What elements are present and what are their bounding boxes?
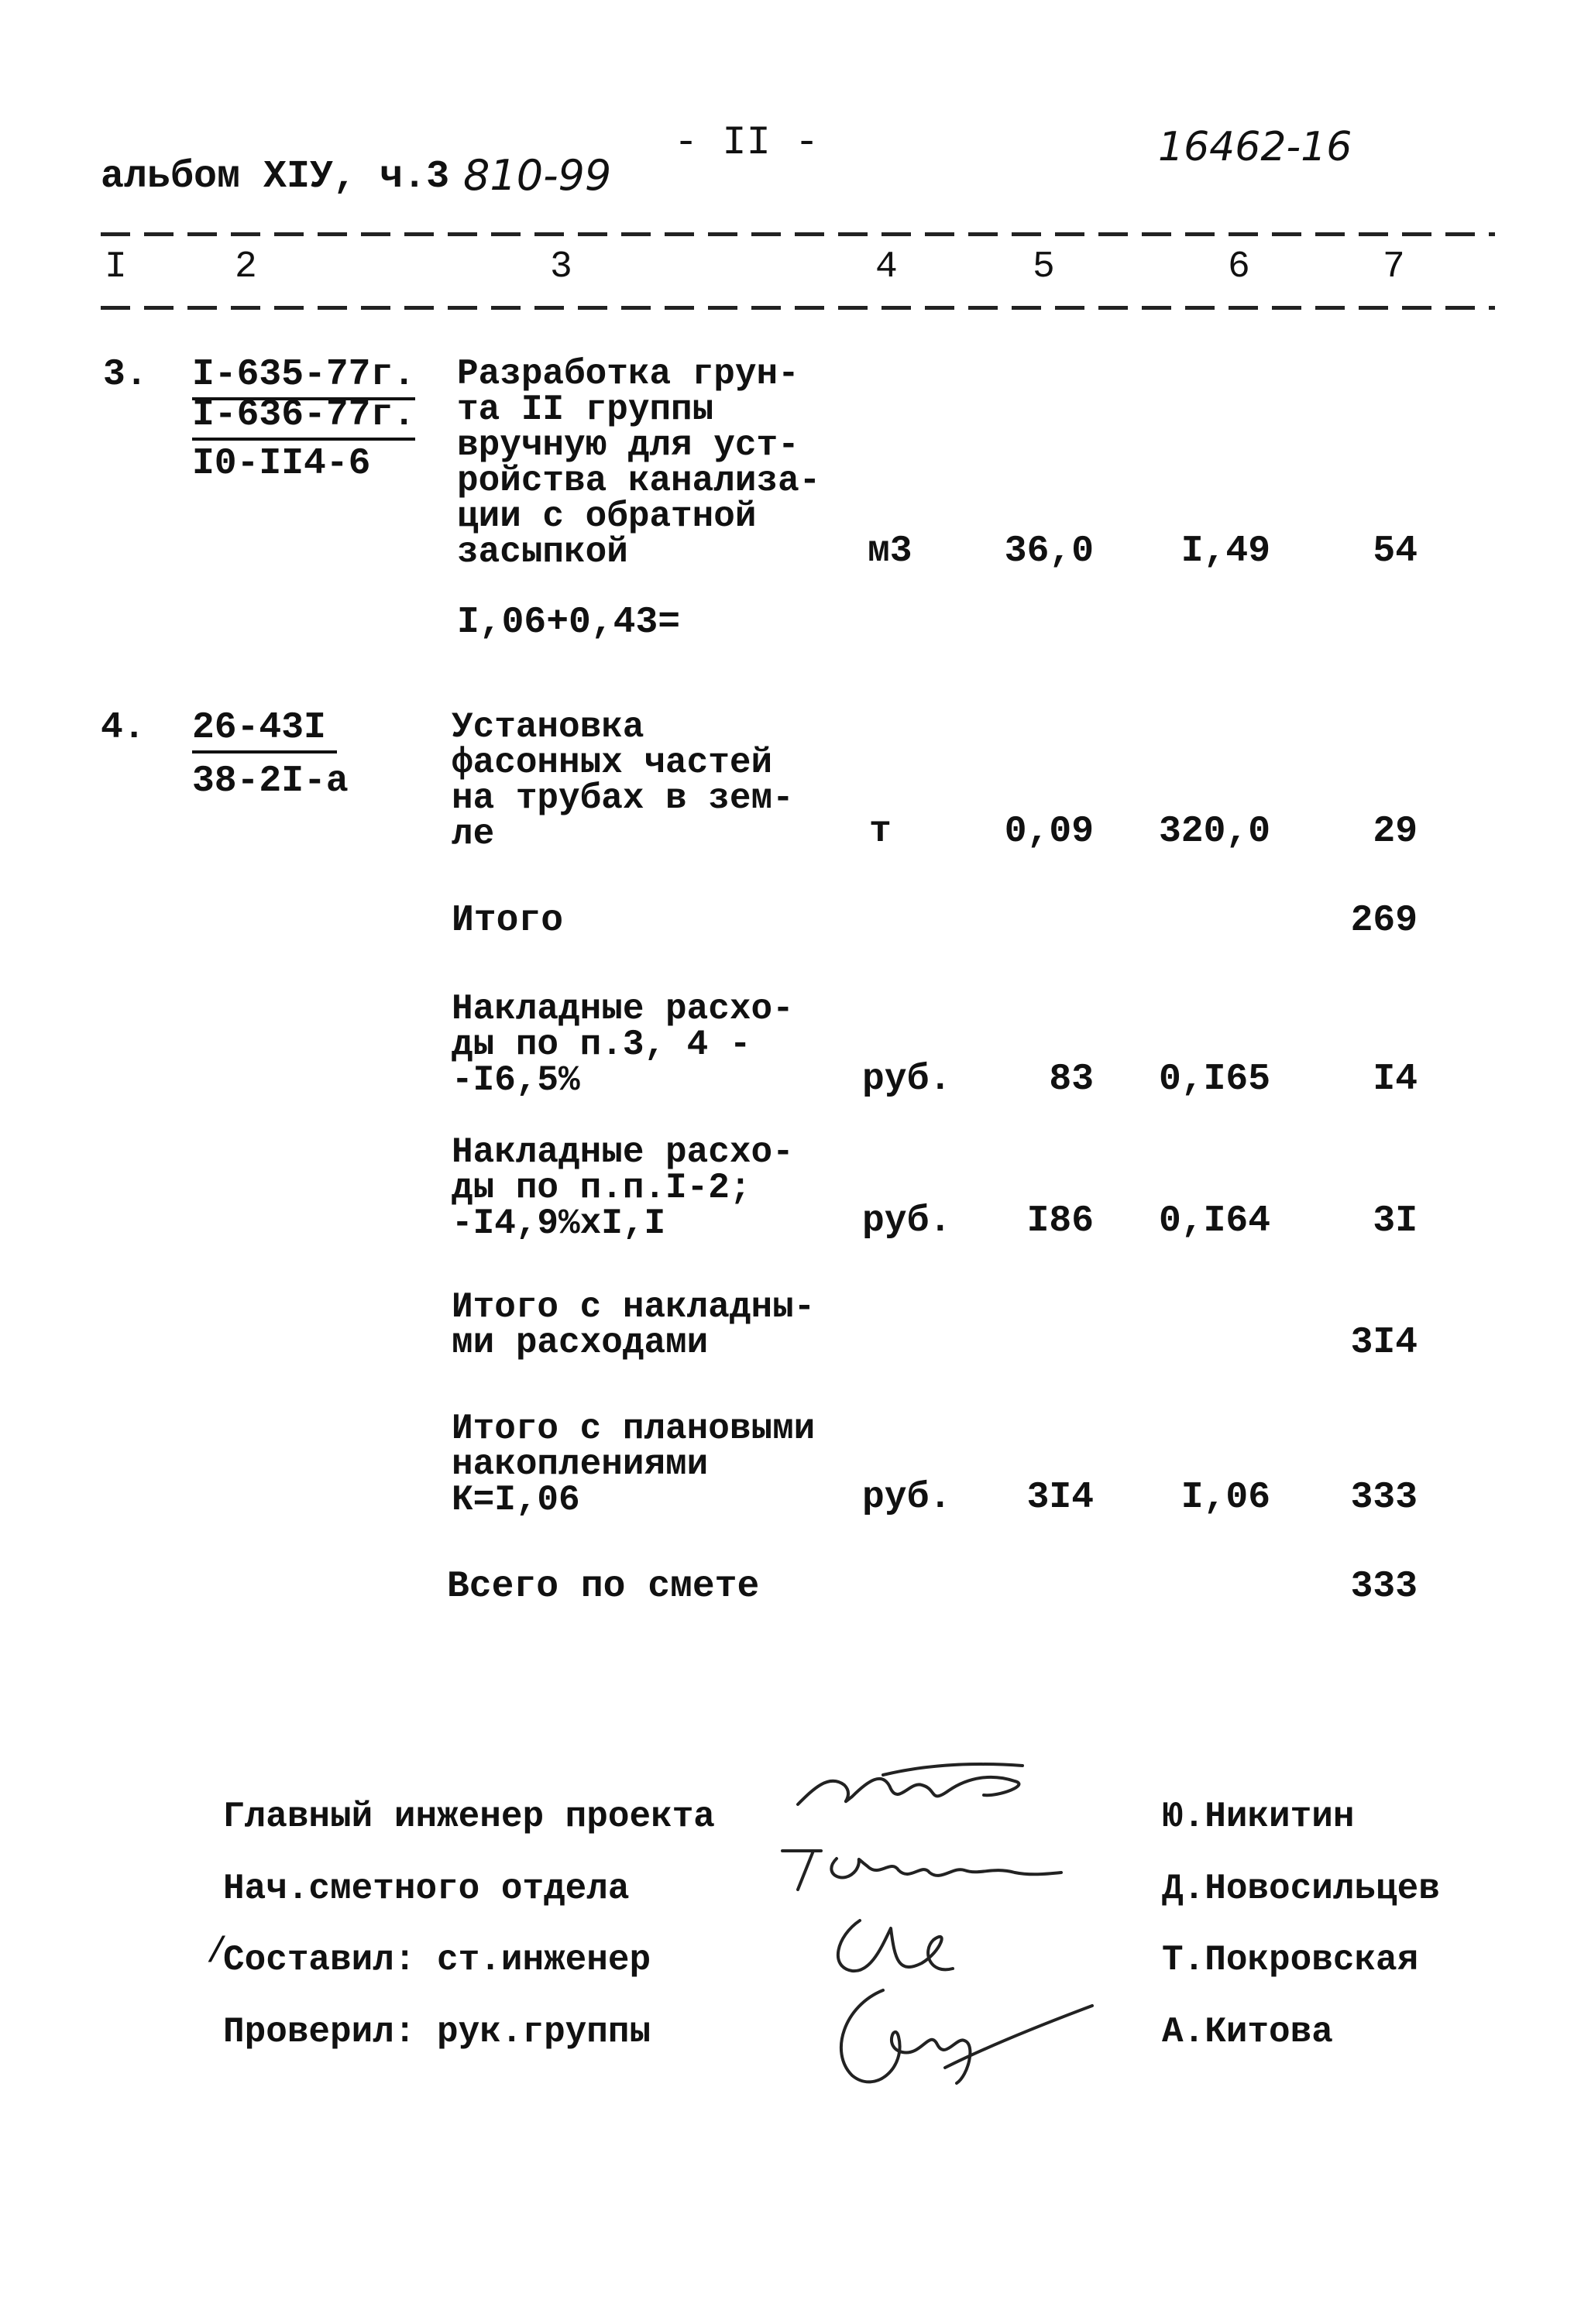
row-3-total: 54	[1373, 530, 1418, 572]
signature-name-compiler: Т.Покровская	[1162, 1940, 1419, 1980]
overhead-1-qty: 83	[1049, 1059, 1094, 1100]
signature-name-checker: А.Китова	[1162, 2012, 1333, 2052]
grand-total-value: 333	[1350, 1566, 1418, 1608]
signature-stroke-2	[782, 1851, 1061, 1890]
row-4-code-2: 38-2I-a	[192, 760, 349, 802]
column-header-5: 5	[1033, 246, 1055, 288]
column-header-4: 4	[875, 246, 898, 288]
overhead-2-total: 3I	[1373, 1200, 1418, 1242]
signature-stroke-1	[798, 1764, 1022, 1804]
column-header-7: 7	[1383, 246, 1405, 288]
signature-name-chief-engineer: Ю.Никитин	[1162, 1797, 1355, 1837]
row-3-code-1: I-635-77г.	[192, 356, 415, 393]
album-code: 810-99	[463, 151, 612, 200]
total-with-accumulation-unit: руб.	[862, 1477, 952, 1519]
margin-tick: /	[206, 1932, 228, 1972]
page-number: - II -	[674, 120, 820, 166]
row-4-number: 4.	[101, 707, 146, 749]
row-4-qty: 0,09	[1004, 811, 1094, 853]
overhead-1-unit: руб.	[862, 1059, 952, 1100]
header-rule-bottom	[101, 306, 1495, 310]
row-3-code-3: I0-II4-6	[192, 443, 371, 485]
total-with-accumulation-total: 333	[1350, 1477, 1418, 1519]
row-3-number: 3.	[103, 354, 148, 396]
column-header-6: 6	[1228, 246, 1250, 288]
row-3-code-2: I-636-77г.	[192, 396, 415, 434]
signature-role-chief-engineer: Главный инженер проекта	[223, 1797, 715, 1837]
total-with-overhead-total: 3I4	[1350, 1322, 1418, 1364]
signature-role-checker: Проверил: рук.группы	[223, 2012, 651, 2052]
signature-name-estimate-head: Д.Новосильцев	[1162, 1869, 1440, 1909]
row-3-qty: 36,0	[1004, 530, 1094, 572]
total-with-accumulation-price: I,06	[1180, 1477, 1270, 1519]
overhead-1-price: 0,I65	[1158, 1059, 1270, 1100]
signature-stroke-3	[838, 1921, 953, 1971]
overhead-2-price: 0,I64	[1158, 1200, 1270, 1242]
row-4-description: Установка фасонных частей на трубах в зем- ле	[452, 707, 794, 854]
total-with-accumulation-qty: 3I4	[1026, 1477, 1094, 1519]
signature-role-estimate-head: Нач.сметного отдела	[223, 1869, 630, 1909]
album-title: альбом XIУ, ч.3	[101, 155, 450, 199]
overhead-2-unit: руб.	[862, 1200, 952, 1242]
row-3-description: Разработка грун- та II группы вручную для уст- ройства канализа- ции с обратной засыпкой	[457, 354, 821, 572]
subtotal-label: Итого	[452, 900, 564, 942]
column-header-2: 2	[235, 246, 257, 288]
total-with-overhead-label: Итого с накладны- ми расходами	[452, 1287, 816, 1363]
overhead-2-label: Накладные расхо- ды по п.п.I-2; -I4,9%xI,I	[452, 1132, 794, 1244]
handwritten-signatures	[767, 1742, 1123, 2130]
column-header-3: 3	[550, 246, 572, 288]
row-4-code-1: 26-43I	[192, 709, 337, 747]
row-4-price: 320,0	[1158, 811, 1270, 853]
subtotal-total: 269	[1350, 900, 1418, 942]
overhead-2-qty: I86	[1026, 1200, 1094, 1242]
overhead-1-total: I4	[1373, 1059, 1418, 1100]
column-header-1: I	[105, 246, 127, 288]
row-3-unit: м3	[868, 530, 912, 572]
grand-total-label: Всего по смете	[447, 1566, 760, 1608]
signature-stroke-4	[841, 1990, 1092, 2083]
row-4-unit: т	[869, 811, 892, 853]
total-with-accumulation-label: Итого с плановыми накоплениями К=I,06	[452, 1409, 816, 1520]
document-code: 16462-16	[1158, 124, 1352, 170]
row-4-total: 29	[1373, 811, 1418, 853]
row-3-price: I,49	[1180, 530, 1270, 572]
row-3-note: I,06+0,43=	[457, 602, 681, 644]
header-rule-top	[101, 232, 1495, 236]
signature-role-compiler: Составил: ст.инженер	[223, 1940, 651, 1980]
overhead-1-label: Накладные расхо- ды по п.3, 4 - -I6,5%	[452, 989, 794, 1100]
